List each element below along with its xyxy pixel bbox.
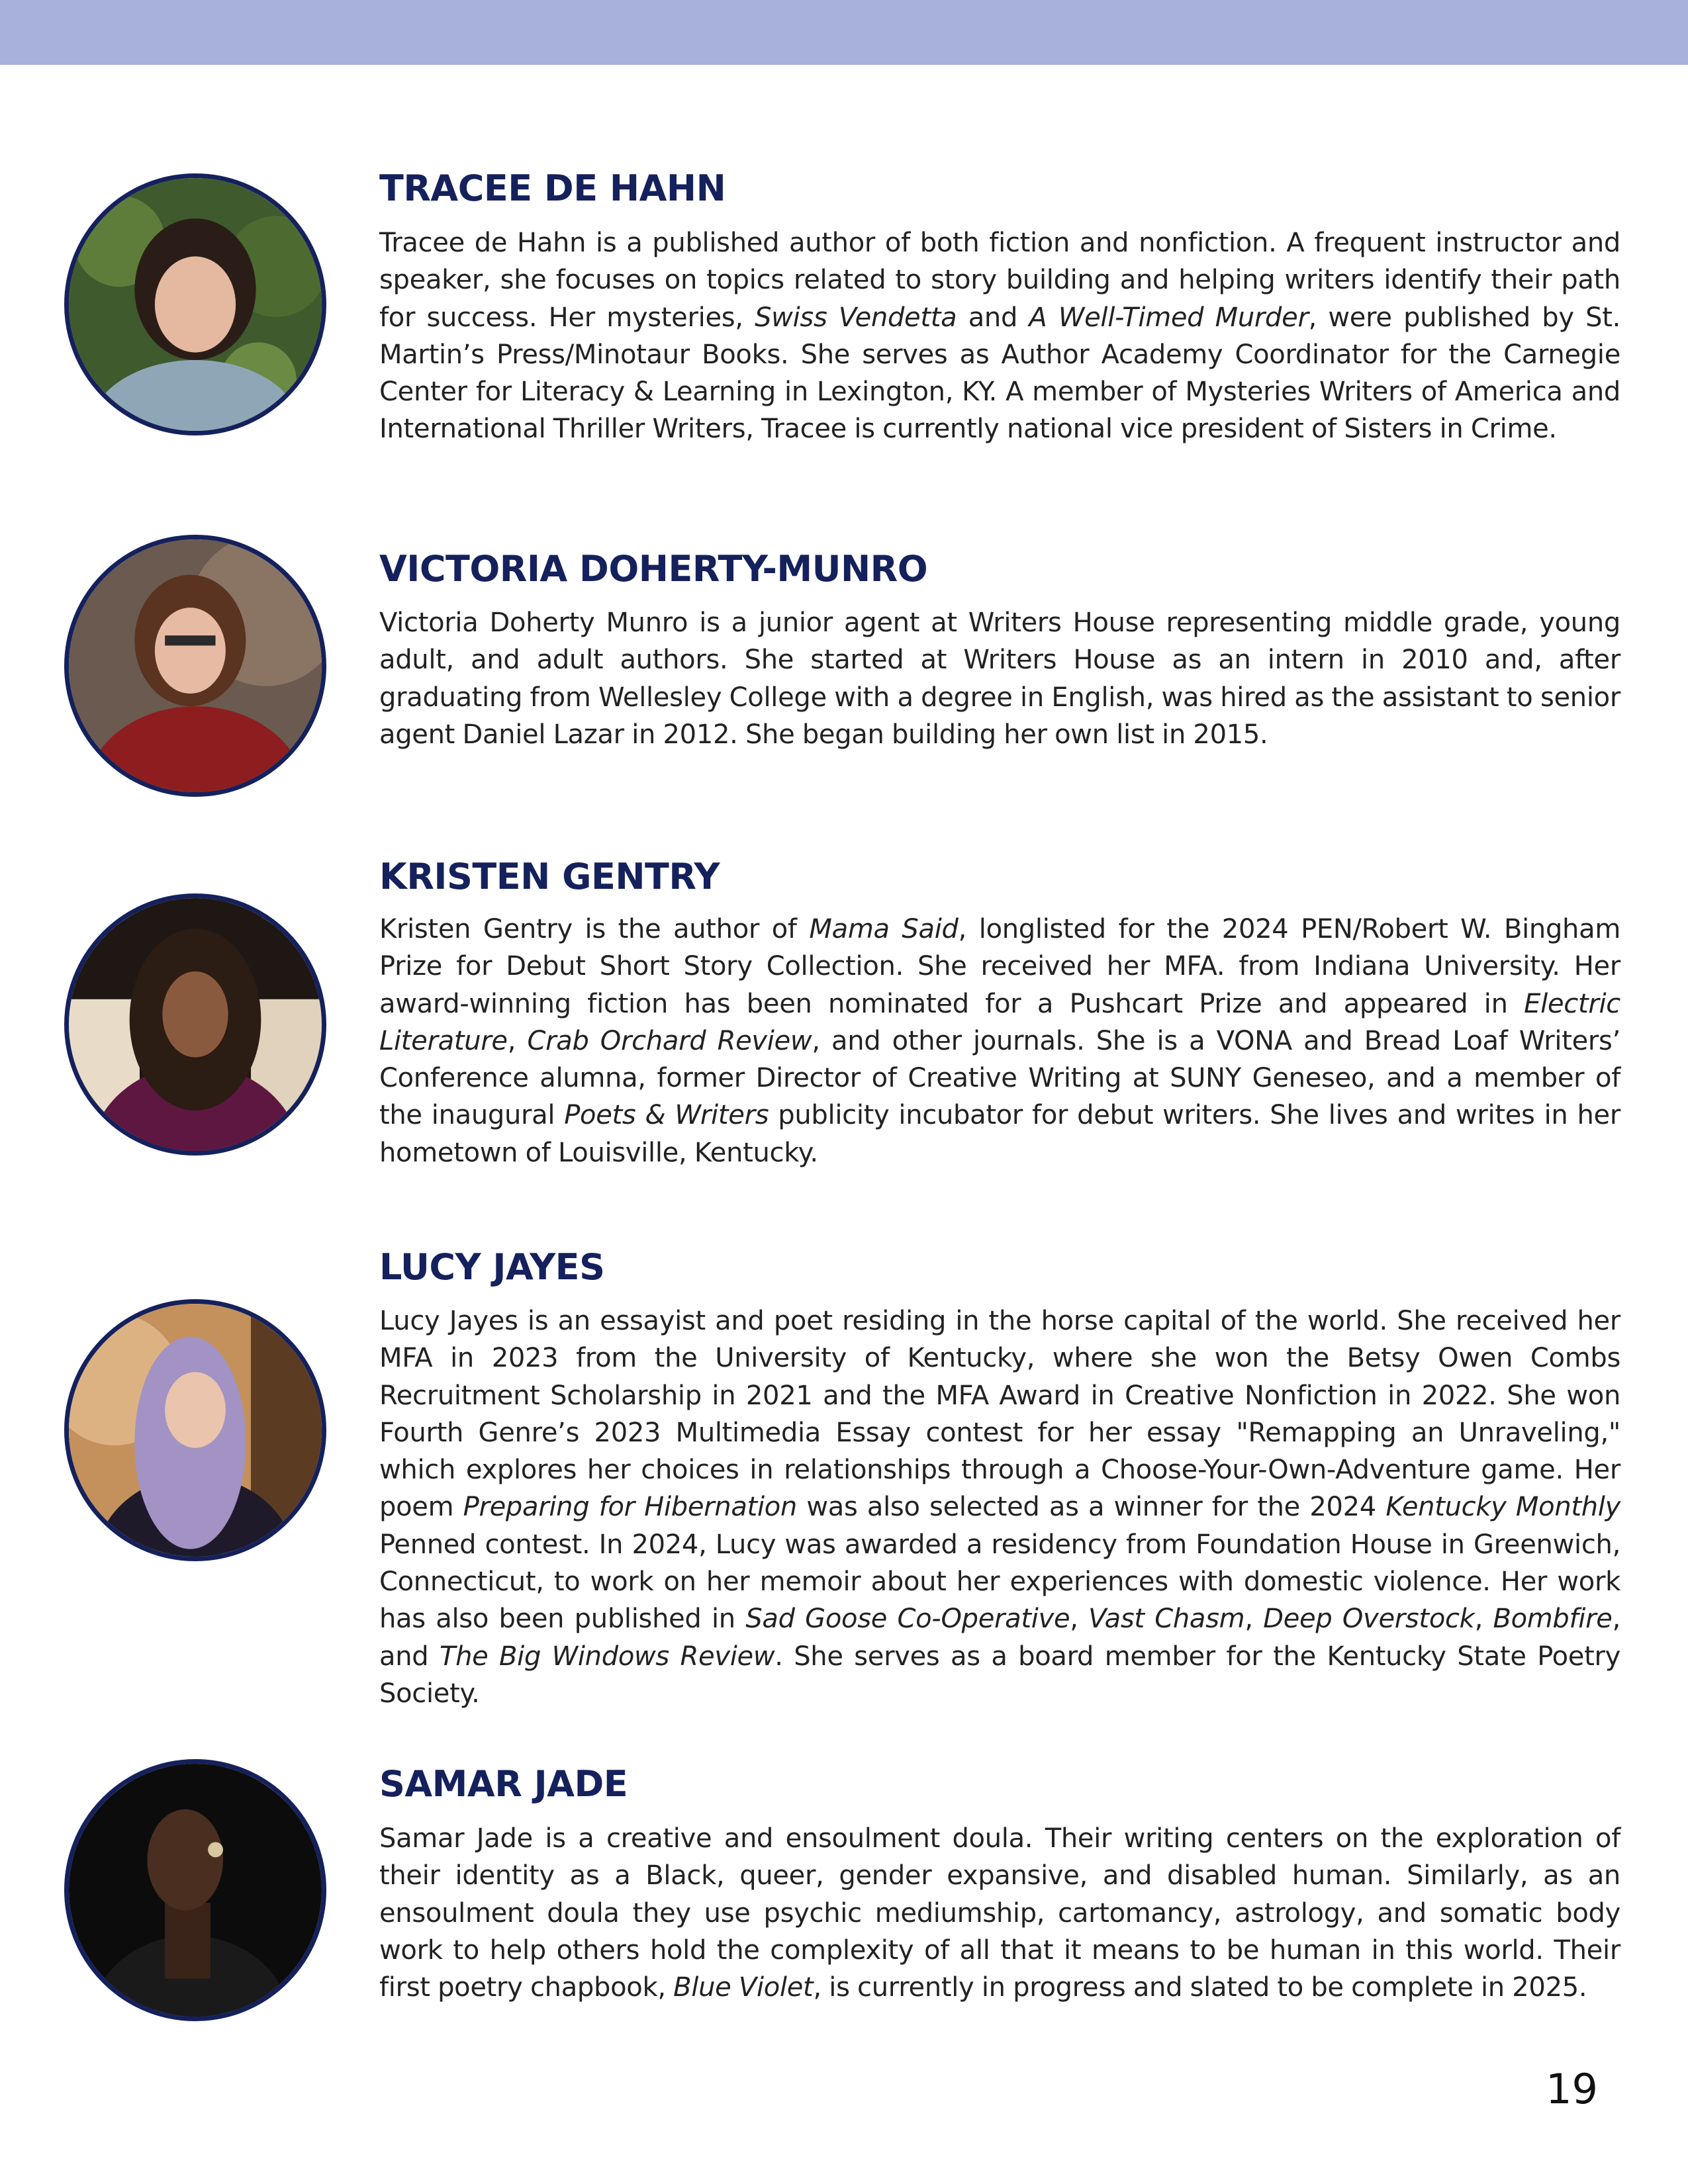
portrait-photo: [64, 893, 326, 1156]
italic-title: Blue Violet: [673, 1972, 814, 2003]
bio-text: Samar Jade is a creative and ensoulment doula. Their writing centers on the exploration of their identity as a Black, queer, gender expansive, and disabled human. Similarly, as an ensoulment doula they use psychic mediumship, cartomancy, astrology, and somatic body work to help others hold the complexity of all that it means to be human in this world. Their first poetry chapbook, Blue Violet, is currently in progress and slated to be complete in 2025.: [379, 1823, 1620, 2003]
bio-text: Kristen Gentry is the author of Mama Said, longlisted for the 2024 PEN/Robert W. Bingham Prize for Debut Short Story Collection. She received her MFA. from Indiana University. Her award-winning fiction has been nominated for a Pushcart Prize and appeared in Electric Literature, Crab Orchard Review, and other journals. She is a VONA and Bread Loaf Writers’ Conference alumna, former Director of Creative Writing at SUNY Geneseo, and a member of the inaugural Poets & Writers publicity incubator for debut writers. She lives and writes in her hometown of Louisville, Kentucky.: [379, 914, 1620, 1168]
italic-title: Poets & Writers: [564, 1100, 769, 1131]
portrait-image: [69, 1304, 322, 1557]
italic-title: Deep Overstock: [1263, 1604, 1475, 1635]
portrait-photo: [64, 535, 326, 797]
italic-title: The Big Windows Review: [439, 1641, 775, 1672]
author-name: KRISTEN GENTRY: [379, 856, 720, 897]
bio-text: Tracee de Hahn is a published author of both fiction and nonfiction. A frequent instructor and speaker, she focuses on topics related to story building and helping writers identify their path for success. Her mysteries, Swiss Vendetta and A Well-Timed Murder, were published by St. Martin’s Press/Minotaur Books. She serves as Author Academy Coordinator for the Carnegie Center for Literacy & Learning in Lexington, KY. A member of Mysteries Writers of America and International Thriller Writers, Tracee is currently national vice president of Sisters in Crime.: [379, 228, 1621, 445]
portrait-photo: [64, 173, 326, 435]
bio-text: Victoria Doherty Munro is a junior agent at Writers House representing middle grade, young adult, and adult authors. She started at Writers House as an intern in 2010 and, after graduating from Wellesley College with a degree in English, was hired as the assistant to senior agent Daniel Lazar in 2012. She began building her own list in 2015.: [379, 608, 1620, 750]
italic-title: Swiss Vendetta: [755, 302, 957, 333]
author-name: LUCY JAYES: [379, 1246, 605, 1288]
author-name: TRACEE DE HAHN: [379, 167, 726, 209]
italic-title: Preparing for Hibernation: [463, 1492, 797, 1523]
page-number: 19: [1546, 2065, 1598, 2113]
portrait-image: [69, 178, 322, 431]
italic-title: Electric Literature: [379, 988, 1620, 1056]
italic-title: Kentucky Monthly: [1385, 1492, 1620, 1523]
italic-title: Bombfire: [1493, 1604, 1613, 1635]
author-name: SAMAR JADE: [379, 1763, 628, 1805]
italic-title: A Well-Timed Murder: [1029, 302, 1309, 333]
author-name: VICTORIA DOHERTY-MUNRO: [379, 548, 928, 590]
header-band: [0, 0, 1688, 65]
italic-title: Crab Orchard Review: [527, 1025, 812, 1056]
portrait-image: [69, 898, 322, 1151]
portrait-image: [69, 539, 322, 792]
portrait-image: [69, 1764, 322, 2017]
italic-title: Vast Chasm: [1088, 1604, 1245, 1635]
portrait-photo: [64, 1759, 326, 2021]
italic-title: Sad Goose Co-Operative: [745, 1604, 1070, 1635]
bio-text: Lucy Jayes is an essayist and poet residing in the horse capital of the world. She received her MFA in 2023 from the University of Kentucky, where she won the Betsy Owen Combs Recruitment Scholarship in 2021 and the MFA Award in Creative Nonfiction in 2022. She won Fourth Genre’s 2023 Multimedia Essay contest for her essay "Remapping an Unraveling," which explores her choices in relationships through a Choose-Your-Own-Adventure game. Her poem Preparing for Hibernation was also selected as a winner for the 2024 Kentucky Monthly Penned contest. In 2024, Lucy was awarded a residency from Foundation House in Greenwich, Connecticut, to work on her memoir about her experiences with domestic violence. Her work has also been published in Sad Goose Co-Operative, Vast Chasm, Deep Overstock, Bombfire, and The Big Windows Review. She serves as a board member for the Kentucky State Poetry Society.: [379, 1306, 1620, 1709]
italic-title: Mama Said: [809, 914, 959, 944]
portrait-photo: [64, 1299, 326, 1561]
